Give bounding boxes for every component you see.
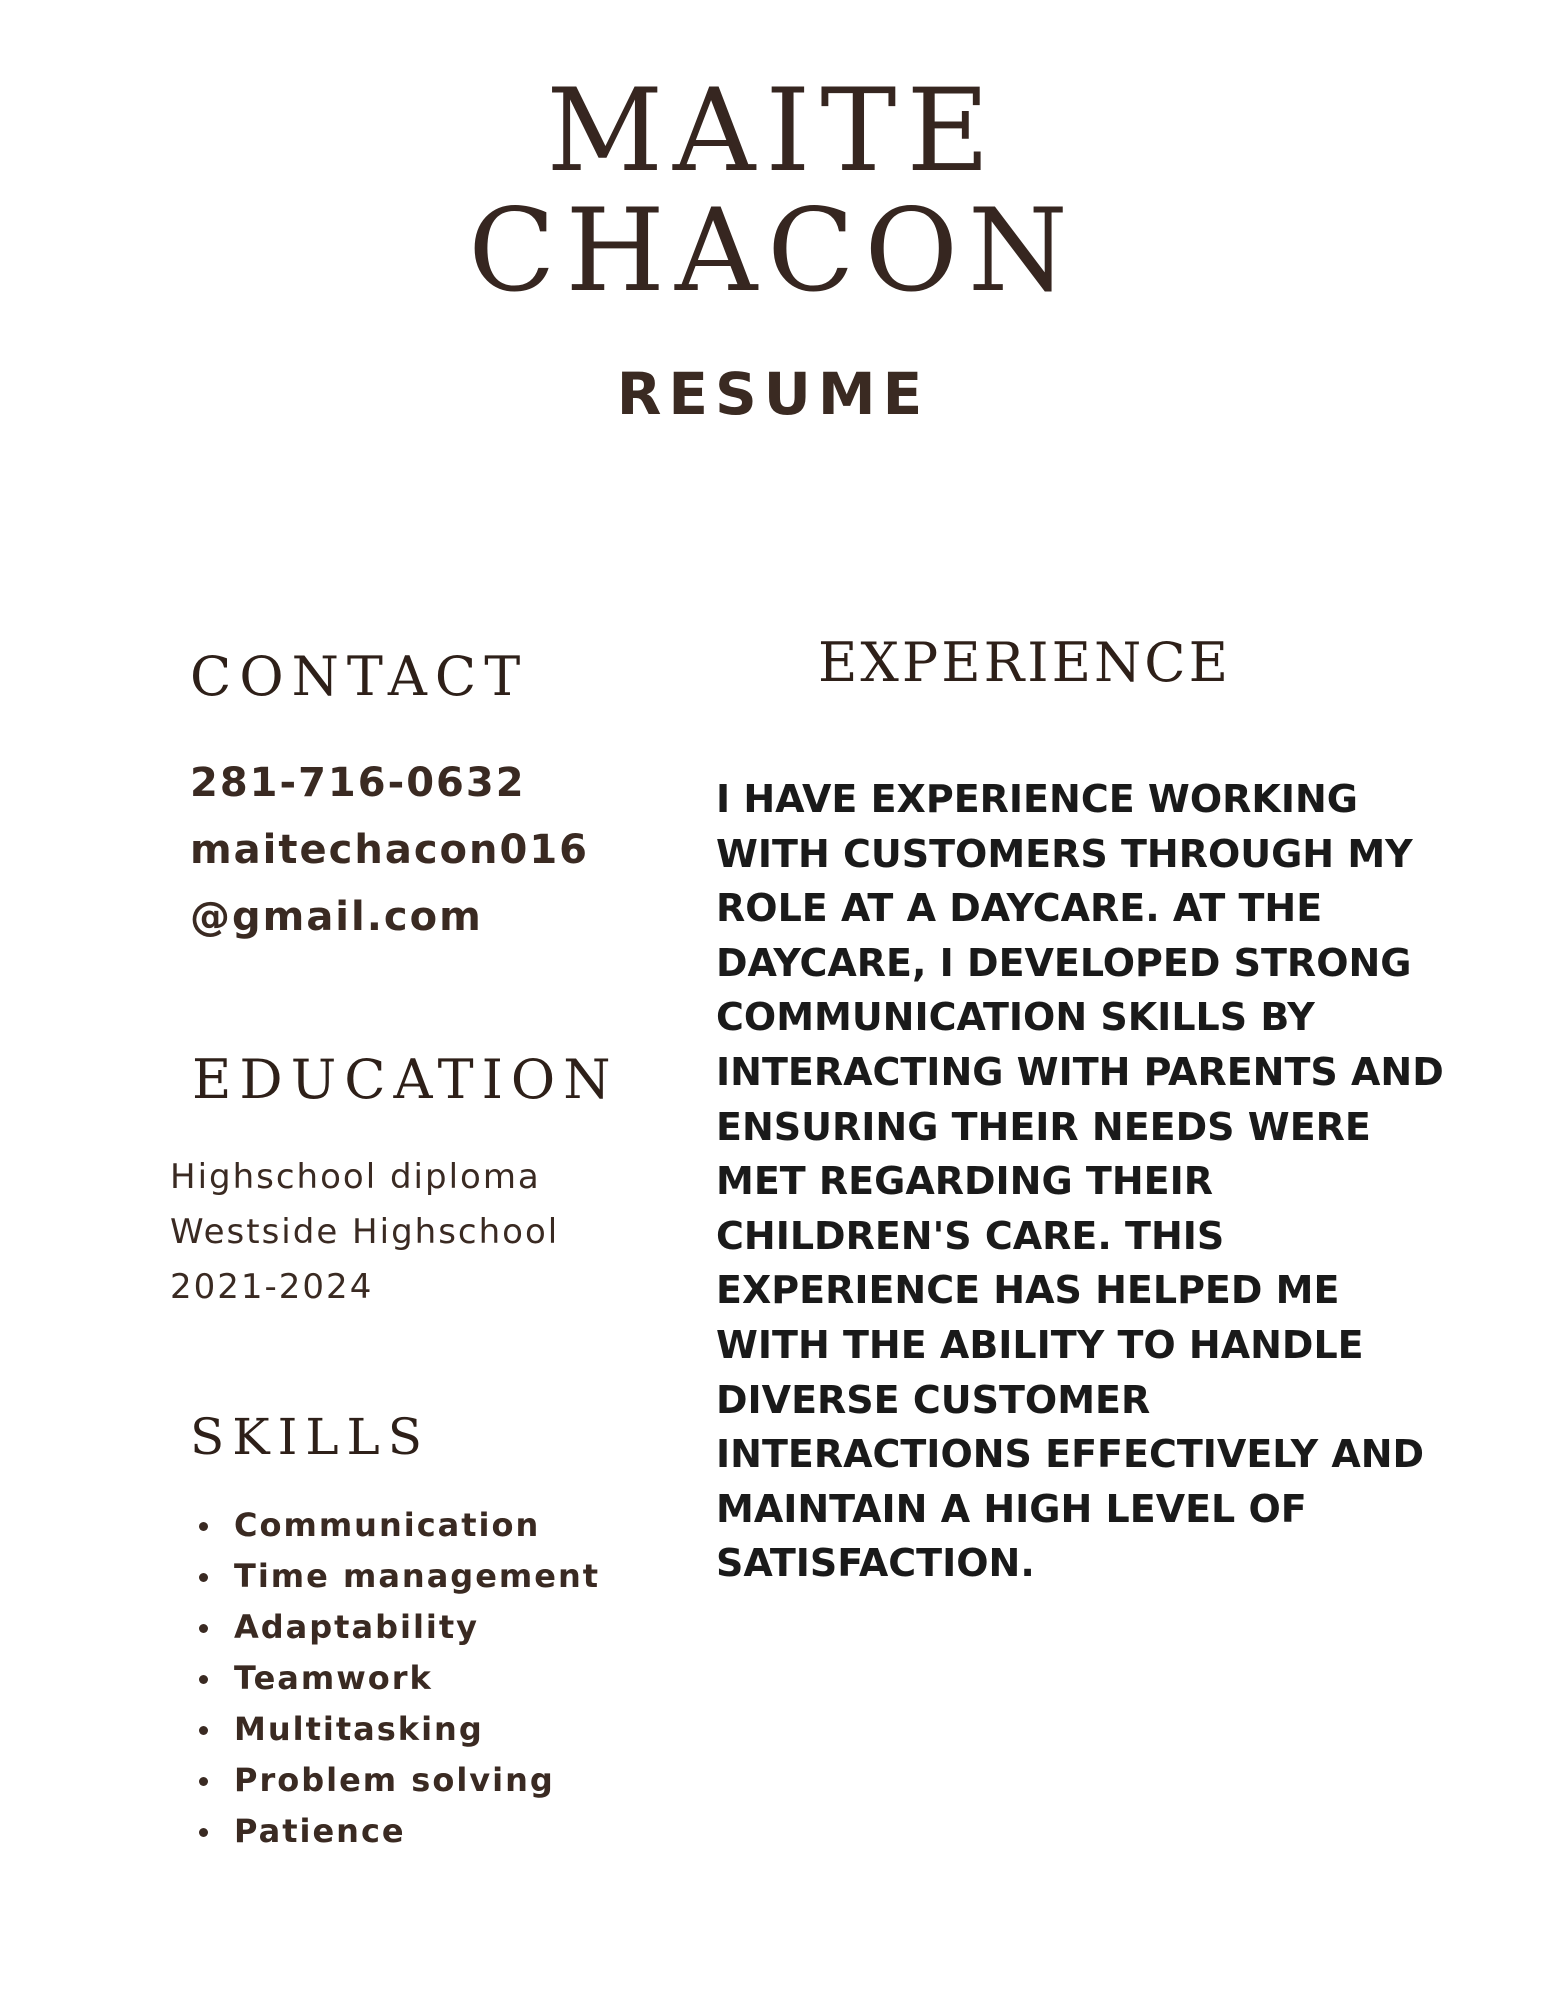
skill-item: Communication xyxy=(190,1500,600,1551)
experience-description: I HAVE EXPERIENCE WORKING WITH CUSTOMERS THROUGH MY ROLE AT A DAYCARE. AT THE DAYCARE, I DEVELOPED STRONG COMMUNICATION SKILLS BY INTERACTING WITH PARENTS AND ENSURING THEIR NEEDS WERE MET REGARDING THEIR CHILDREN'S CARE. THIS EXPERIENCE HAS HELPED ME WITH THE ABILITY TO HANDLE DIVERSE CUSTOMER INTERACTIONS EFFECTIVELY AND MAINTAIN A HIGH LEVEL OF SATISFACTION. xyxy=(716,777,1444,1586)
phone-number: 281-716-0632 xyxy=(190,760,526,806)
education-school: Westside Highschool xyxy=(170,1212,560,1252)
skill-item: Time management xyxy=(190,1551,600,1602)
skill-item: Multitasking xyxy=(190,1704,600,1755)
email-line-1: maitechacon016 xyxy=(190,827,589,873)
education-years: 2021-2024 xyxy=(170,1267,374,1307)
education-heading: EDUCATION xyxy=(192,1048,619,1111)
experience-heading: EXPERIENCE xyxy=(818,631,1232,694)
education-degree: Highschool diploma xyxy=(170,1157,541,1197)
education-info xyxy=(170,1150,559,1315)
skill-item: Teamwork xyxy=(190,1653,600,1704)
skills-heading: SKILLS xyxy=(190,1408,431,1466)
skill-item: Problem solving xyxy=(190,1755,600,1806)
skill-item: Patience xyxy=(190,1806,600,1857)
contact-info xyxy=(190,750,589,951)
email-line-2: @gmail.com xyxy=(190,894,483,940)
name-first-line: MAITE xyxy=(546,64,1000,197)
skill-item: Adaptability xyxy=(190,1602,600,1653)
skills-list xyxy=(190,1500,600,1857)
document-label: RESUME xyxy=(616,360,930,428)
name-last-line: CHACON xyxy=(468,184,1078,317)
contact-heading: CONTACT xyxy=(190,645,529,708)
